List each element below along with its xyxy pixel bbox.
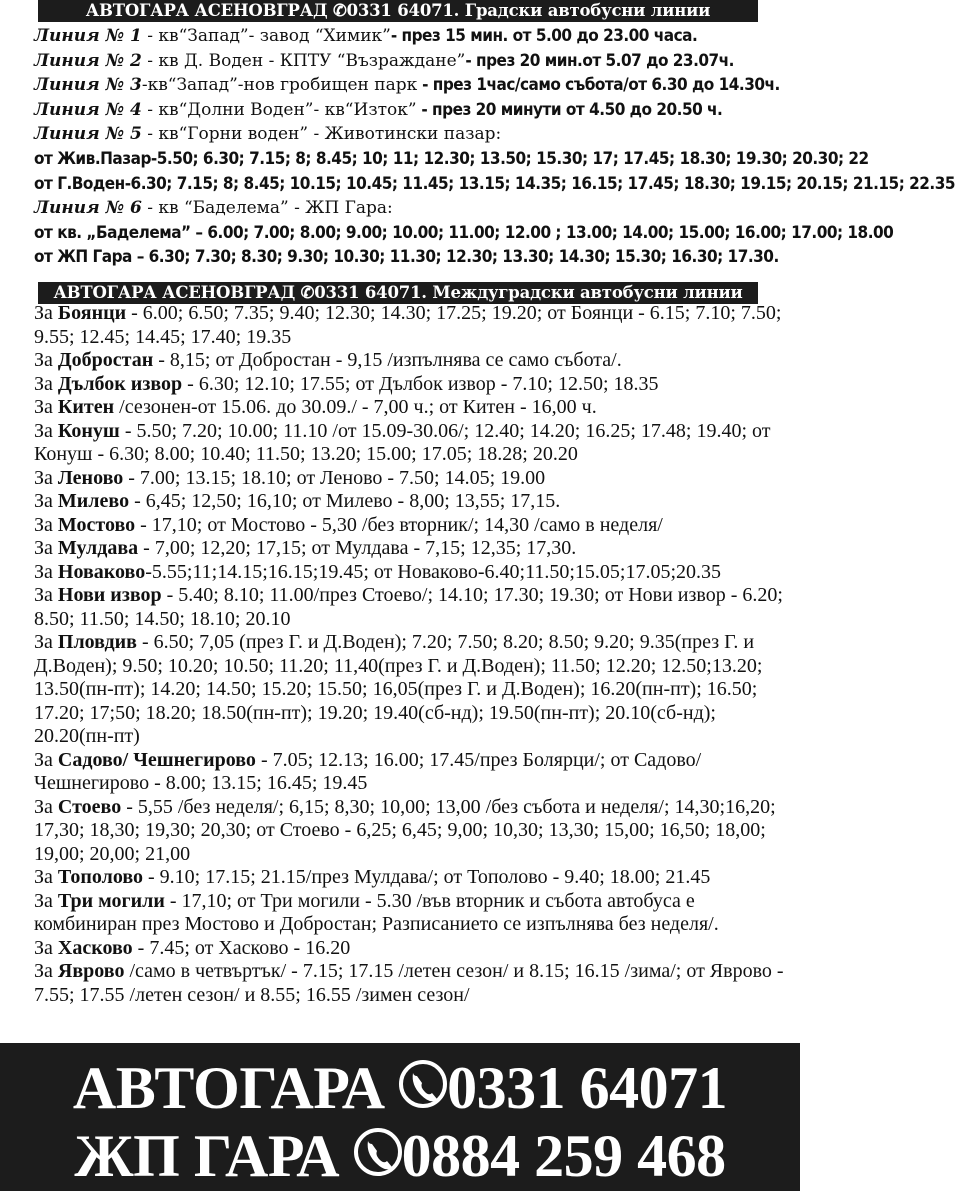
- city-line-row: [34, 147, 869, 172]
- entry-prefix: За: [34, 349, 58, 371]
- destination-times: - 7.05; 12.13; 16.00; 17.45/през Болярци/; от Садово/Чешнегирово - 8.00; 13.15; 16.45; 19.45: [34, 748, 702, 794]
- destination-name: Тополово: [57, 866, 143, 888]
- bus-station-number: 0331 64071: [447, 1055, 728, 1121]
- city-line-row: [34, 245, 800, 270]
- destination-name: Три могили: [57, 889, 165, 912]
- city-line-row: [34, 73, 800, 98]
- line-times: от Г.Воден-6.30; 7.15; 8; 8.45; 10.15; 10.45; 11.45; 13.15; 14.35; 16.15; 17.45; 18.30; 19.15; 20.15; 21.15; 22.35: [34, 173, 955, 194]
- line-times: от Жив.Пазар-5.50; 6.30; 7.15; 8; 8.45; 10; 11; 12.30; 13.50; 15.30; 17; 17.45; 18.30; 19.30; 20.30; 22: [34, 148, 869, 169]
- destination-times: - 6,45; 12,50; 16,10; от Милево - 8,00; 13,55; 17,15.: [129, 490, 561, 512]
- destination-name: Новаково: [57, 560, 146, 583]
- line-number: Линия № 4: [34, 99, 142, 120]
- destination-times: - 6.00; 6.50; 7.35; 9.40; 12.30; 14.30; 17.25; 19.20; от Боянци - 6.15; 7.10; 7.50; 9.55; 12.45; 14.45; 17.40; 19.35: [34, 302, 782, 348]
- entry-prefix: За: [34, 866, 58, 888]
- line-times: - през 20 мин.от 5.07 до 23.07ч.: [465, 50, 734, 71]
- entry-prefix: За: [34, 396, 58, 418]
- intercity-entry: [34, 631, 794, 749]
- intercity-lines-header: АВТОГАРА АСЕНОВГРАД ✆0331 64071. Междуградски автобусни линии: [38, 282, 758, 304]
- entry-prefix: За: [34, 631, 58, 653]
- city-line-row: [34, 98, 800, 123]
- city-line-row: [34, 196, 800, 221]
- destination-times: - 17,10; от Мостово - 5,30 /без вторник/; 14,30 /само в неделя/: [135, 513, 663, 536]
- city-line-row: [34, 24, 800, 49]
- line-number: Линия № 3: [34, 75, 142, 96]
- destination-name: Леново: [57, 466, 124, 489]
- intercity-entry: [34, 467, 794, 491]
- line-route: - кв Д. Воден - КПТУ “Възраждане”: [141, 50, 466, 71]
- line-number: Линия № 5: [34, 124, 142, 145]
- line-number: Линия № 2: [34, 50, 142, 71]
- destination-name: Китен: [57, 396, 115, 418]
- intercity-entry: [34, 561, 794, 585]
- city-line-row: [34, 221, 894, 246]
- destination-name: Стоево: [57, 795, 122, 818]
- intercity-entry: [34, 490, 794, 514]
- destination-name: Яврово: [57, 960, 125, 982]
- line-times: от кв. „Баделема” – 6.00; 7.00; 8.00; 9.00; 10.00; 11.00; 12.00 ; 13.00; 14.00; 15.00; 16.00; 17.00; 18.00: [34, 222, 894, 243]
- entry-prefix: За: [34, 936, 58, 959]
- destination-name: Мулдава: [57, 537, 139, 559]
- destination-times: - 8,15; от Добростан - 9,15 /изпълнява се само събота/.: [153, 349, 622, 371]
- destination-times: - 5,55 /без неделя/; 6,15; 8,30; 10,00; 13,00 /без събота и неделя/; 14,30;16,20; 17,30; 18,30; 19,30; 20,30; от Стоево - 6,25; 6,45; 9,00; 10,30; 13,30; 15,00; 16,50; 18,00; 19,00; 20,00; 21,00: [34, 795, 776, 865]
- intercity-entry: [34, 960, 794, 1007]
- destination-times: - 6.30; 12.10; 17.55; от Дълбок извор - 7.10; 12.50; 18.35: [182, 372, 659, 395]
- entry-prefix: За: [34, 748, 58, 771]
- line-route: - кв“Долни Воден”- кв“Изток”: [141, 99, 417, 120]
- destination-times: - 5.40; 8.10; 11.00/през Стоево/; 14.10; 17.30; 19.30; от Нови извор - 6.20; 8.50; 11.50; 14.50; 18.10; 20.10: [34, 584, 783, 630]
- city-line-row: [34, 122, 800, 147]
- intercity-entry: [34, 749, 794, 796]
- entry-prefix: За: [34, 795, 58, 818]
- intercity-entry: [34, 514, 794, 538]
- line-times: - през 20 минути от 4.50 до 20.50 ч.: [416, 99, 723, 120]
- bus-station-phone: [0, 1055, 800, 1124]
- destination-times: - 5.50; 7.20; 10.00; 11.10 /от 15.09-30.06/; 12.40; 14.20; 16.25; 17.48; 19.40; от Конуш - 6.30; 8.00; 10.40; 11.50; 13.20; 15.00; 17.05; 18.28; 20.20: [34, 419, 771, 465]
- destination-name: Садово/ Чешнегирово: [57, 748, 256, 771]
- intercity-entry: [34, 866, 794, 890]
- railway-station-number: 0884 259 468: [401, 1123, 726, 1189]
- city-line-row: [34, 49, 800, 74]
- line-route: -кв“Запад”-нов гробищен парк: [141, 75, 418, 96]
- intercity-entry: [34, 890, 794, 937]
- destination-name: Мостово: [57, 513, 136, 536]
- intercity-entry: [34, 796, 794, 867]
- intercity-entry: [34, 937, 794, 961]
- intercity-lines-list: [34, 302, 794, 1007]
- intercity-entry: [34, 584, 794, 631]
- phone-icon: [399, 1057, 447, 1124]
- entry-prefix: За: [34, 466, 58, 489]
- line-times: - през 1час/само събота/от 6.30 до 14.30ч.: [417, 75, 780, 96]
- destination-name: Милево: [57, 490, 130, 512]
- line-route: - кв“Запад”- завод “Химик”: [141, 26, 391, 46]
- destination-times: - 7.45; от Хасково - 16.20: [132, 936, 351, 959]
- intercity-entry: [34, 420, 794, 467]
- destination-name: Боянци: [57, 302, 127, 324]
- destination-name: Пловдив: [57, 631, 137, 653]
- entry-prefix: За: [34, 889, 58, 912]
- line-number: Линия № 1: [34, 26, 142, 46]
- destination-name: Добростан: [57, 349, 154, 371]
- entry-prefix: За: [34, 490, 58, 512]
- line-route: - кв “Баделема” - ЖП Гара:: [141, 198, 393, 219]
- intercity-entry: [34, 302, 794, 349]
- destination-times: - 7,00; 12,20; 17,15; от Мулдава - 7,15; 12,35; 17,30.: [138, 537, 577, 559]
- bus-station-label: АВТОГАРА: [72, 1055, 400, 1121]
- line-route: - кв“Горни воден” - Животински пазар:: [141, 124, 502, 145]
- destination-times: /сезонен-от 15.06. до 30.09./ - 7,00 ч.; от Китен - 16,00 ч.: [114, 396, 597, 418]
- destination-name: Дълбок извор: [57, 372, 183, 395]
- line-times: - през 15 мин. от 5.00 до 23.00 часа.: [390, 26, 698, 46]
- footer-contacts: [0, 1043, 800, 1191]
- destination-name: Нови извор: [57, 584, 162, 606]
- entry-prefix: За: [34, 302, 58, 324]
- line-number: Линия № 6: [34, 198, 142, 219]
- destination-name: Хасково: [57, 936, 133, 959]
- entry-prefix: За: [34, 537, 58, 559]
- railway-station-phone: [0, 1123, 800, 1192]
- line-times: от ЖП Гара – 6.30; 7.30; 8.30; 9.30; 10.30; 11.30; 12.30; 13.30; 14.30; 15.30; 16.30; 17.30.: [34, 247, 779, 268]
- destination-times: -5.55;11;14.15;16.15;19.45; от Новаково-6.40;11.50;15.05;17.05;20.35: [145, 560, 722, 583]
- railway-station-label: ЖП ГАРА: [74, 1123, 354, 1189]
- entry-prefix: За: [34, 419, 58, 442]
- intercity-entry: [34, 396, 794, 420]
- entry-prefix: За: [34, 584, 58, 606]
- intercity-entry: [34, 537, 794, 561]
- entry-prefix: За: [34, 560, 58, 583]
- destination-times: - 9.10; 17.15; 21.15/през Мулдава/; от Тополово - 9.40; 18.00; 21.45: [143, 866, 711, 888]
- destination-name: Конуш: [57, 419, 120, 442]
- destination-times: /само в четвъртък/ - 7.15; 17.15 /летен сезон/ и 8.15; 16.15 /зима/; от Яврово - 7.55; 17.55 /летен сезон/ и 8.55; 16.55 /зимен сезон/: [34, 960, 784, 1006]
- city-lines-header: АВТОГАРА АСЕНОВГРАД ✆0331 64071. Градски автобусни линии: [38, 0, 758, 22]
- entry-prefix: За: [34, 960, 58, 982]
- destination-times: - 17,10; от Три могили - 5.30 /във вторник и събота автобуса е комбиниран през Мостово и Добростан; Разписанието се изпълнява без неделя/.: [34, 889, 719, 935]
- destination-times: - 7.00; 13.15; 18.10; от Леново - 7.50; 14.05; 19.00: [123, 466, 546, 489]
- city-line-row: [34, 172, 955, 197]
- intercity-entry: [34, 349, 794, 373]
- intercity-entry: [34, 373, 794, 397]
- entry-prefix: За: [34, 513, 58, 536]
- phone-icon: [354, 1125, 402, 1192]
- city-lines-list: [34, 24, 955, 270]
- entry-prefix: За: [34, 372, 58, 395]
- destination-times: - 6.50; 7,05 (през Г. и Д.Воден); 7.20; 7.50; 8.20; 8.50; 9.20; 9.35(през Г. и Д.Воден); 9.50; 10.20; 10.50; 11.20; 11,40(през Г. и Д.Воден); 11.50; 12.20; 12.50;13.20; 13.50(пн-пт); 14.20; 14.50; 15.20; 15.50; 16,05(през Г. и Д.Воден); 16.20(пн-пт); 16.50; 17.20; 17;50; 18.20; 18.50(пн-пт); 19.20; 19.40(сб-нд); 19.50(пн-пт); 20.10(сб-нд); 20.20(пн-пт): [34, 631, 763, 747]
